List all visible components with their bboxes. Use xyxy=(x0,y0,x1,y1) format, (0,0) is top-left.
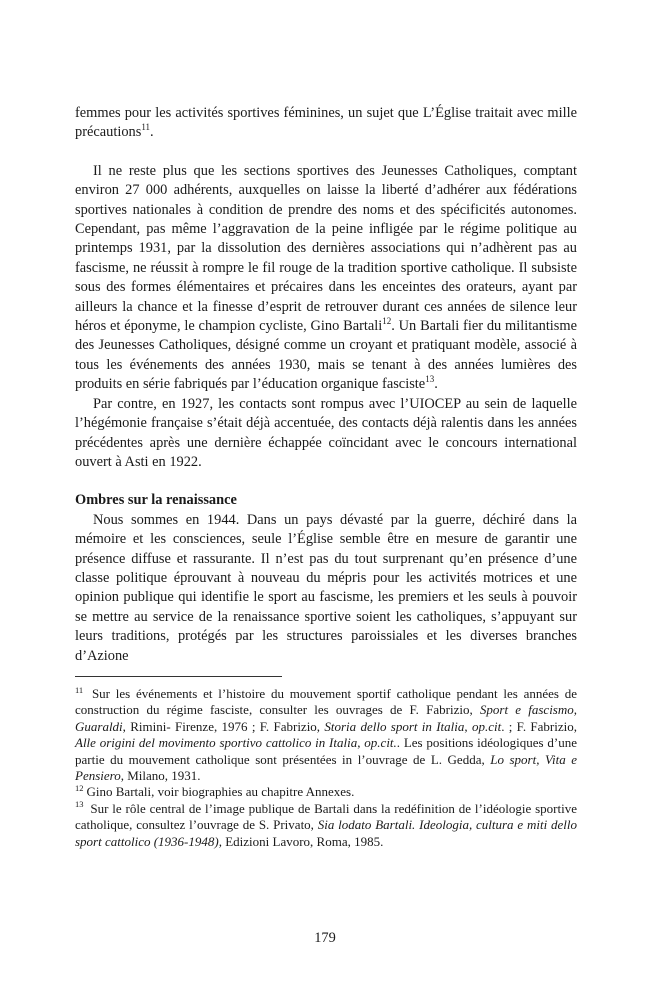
footnote-ref: 13 xyxy=(425,374,435,385)
footnote-number: 13 xyxy=(75,799,84,810)
footnote-ref: 11 xyxy=(141,122,151,133)
footnote: $^{12}$ Gino Bartali, voir biographies au chapitre Annexes. xyxy=(75,783,355,800)
footnote-number: 12 xyxy=(75,783,84,794)
footnote-number: 11 xyxy=(75,684,84,695)
footnote-separator xyxy=(75,676,282,677)
footnote: $^{13}$ Sur le rôle central de l’image publique de Bartali dans la redéfinition de l’idéologie sportive catholique, consultez l’ouvrage de S. Privato, Sia lodato Bartali. Ideologia, cultura e miti dello sport cattolico (1936-1948), Edizioni Lavoro, Roma, 1985. xyxy=(75,799,578,849)
page-number: 179 xyxy=(314,930,336,946)
paragraph-text: Il ne reste plus que les sections sportives des Jeunesses Catholiques, comptant environ 27 000 adhérents, auxquelles on laisse la liberté d’adhérer aux fédérations sportives nationales à condition de prendre des noms et des spécificités autonomes. Cependant, pas même l’aggravation de la peine infligée par le régime politique au printemps 1931, par la dissolution des dernières associations qui n’adhèrent pas au fascisme, ne réussit à rompre le fil rouge de la tradition sportive catholique. Il subsiste sous des formes élémentaires et précaires dans les enceintes des orateurs, ayant par ailleurs la chance et la finesse d’esprit de retrouver durant ces années de silence leur héros et éponyme, le champion cycliste, Gino Bartali xyxy=(75,162,577,335)
paragraph: Nous sommes en 1944. Dans un pays dévasté par la guerre, déchiré dans la mémoire et les consciences, seule l’Église semble être en mesure de garantir une présence diffuse et rassurante. Il n’est pas du tout surprenant qu’en présence d’une classe politique éprouvant à nouveau du mépris pour les activités motrices et une opinion publique qui identifie le sport au fascisme, les premiers et les seuls à pouvoir se mettre au service de la renaissance sportive soient les catholiques, s’appuyant sur leurs traditions, protégés par les structures paroissiales et les diverses branches d’Azione xyxy=(75,511,577,664)
main-text xyxy=(75,104,577,666)
footnotes xyxy=(75,686,577,850)
paragraph-text: femmes pour les activités sportives féminines, un sujet que L’Église traitait avec mille précautions xyxy=(75,105,577,141)
paragraph: femmes pour les activités sportives féminines, un sujet que L’Église traitait avec mille précautions$^{11}$. xyxy=(75,105,577,141)
paragraph: Par contre, en 1927, les contacts sont rompus avec l’UIOCEP au sein de laquelle l’hégémonie française s’était déjà accentuée, des contacts déjà ralentis dans les années précédentes après une dernière échappée coïncidant avec le concours international ouvert à Asti en 1922. xyxy=(75,395,577,470)
footnote-ref: 12 xyxy=(382,316,392,327)
paragraph xyxy=(75,162,577,395)
section-heading: Ombres sur la renaissance xyxy=(75,492,237,509)
page-body xyxy=(75,104,577,850)
paragraph-text: . xyxy=(434,376,438,393)
footnote: $^{11}$ Sur les événements et l’histoire du mouvement sportif catholique pendant les années de construction du régime fasciste, consulter les ouvrages de F. Fabrizio, Sport e fascismo, Guaraldi, Rimini- Firenze, 1976 ; F. Fabrizio, Storia dello sport in Italia, op.cit. ; F. Fabrizio, Alle origini del movimento sportivo cattolico in Italia, op.cit.. Les positions idéologiques d’une partie du mouvement catholique sont présentées in l’ouvrage de L. Gedda, Lo sport, Vita e Pensiero, Milano, 1931. xyxy=(75,684,578,783)
paragraph-text: . Un Bartali fier du militantisme des Jeunesses Catholiques, désigné comme un croyant et pratiquant modèle, associé à tous les événements des années 1930, mais se tenant à des années lumières des produits en série fabriqués par l’éducation organique fasciste xyxy=(75,318,577,393)
